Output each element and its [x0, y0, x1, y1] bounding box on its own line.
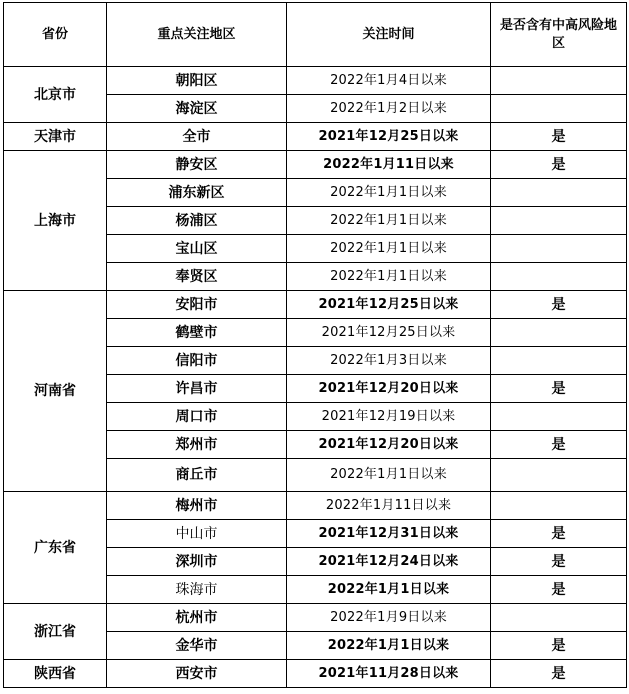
- header-time: 关注时间: [287, 3, 491, 67]
- area-cell: 西安市: [107, 660, 287, 688]
- area-cell: 郑州市: [107, 431, 287, 459]
- table-row: [4, 291, 627, 319]
- time-cell: 2022年1月1日以来: [287, 207, 491, 235]
- province-cell: 陕西省: [4, 660, 107, 688]
- province-cell: 天津市: [4, 123, 107, 151]
- area-cell: 信阳市: [107, 347, 287, 375]
- risk-cell: 是: [491, 431, 627, 459]
- risk-cell: 是: [491, 375, 627, 403]
- risk-cell: 是: [491, 151, 627, 179]
- area-cell: 许昌市: [107, 375, 287, 403]
- risk-cell: 是: [491, 576, 627, 604]
- area-cell: 深圳市: [107, 548, 287, 576]
- risk-cell: [491, 347, 627, 375]
- time-cell: 2022年1月9日以来: [287, 604, 491, 632]
- risk-cell: 是: [491, 291, 627, 319]
- time-cell: 2022年1月3日以来: [287, 347, 491, 375]
- time-cell: 2022年1月1日以来: [287, 459, 491, 492]
- province-cell: 浙江省: [4, 604, 107, 660]
- area-cell: 杭州市: [107, 604, 287, 632]
- area-cell: 金华市: [107, 632, 287, 660]
- area-cell: 朝阳区: [107, 67, 287, 95]
- time-cell: 2022年1月1日以来: [287, 576, 491, 604]
- header-row: [4, 3, 627, 67]
- area-cell: 浦东新区: [107, 179, 287, 207]
- header-risk: 是否含有中高风险地区: [491, 3, 627, 67]
- time-cell: 2021年12月31日以来: [287, 520, 491, 548]
- table-row: [4, 492, 627, 520]
- time-cell: 2021年11月28日以来: [287, 660, 491, 688]
- time-cell: 2022年1月2日以来: [287, 95, 491, 123]
- table-row: [4, 660, 627, 688]
- table-row: [4, 151, 627, 179]
- area-cell: 鹤壁市: [107, 319, 287, 347]
- time-cell: 2021年12月19日以来: [287, 403, 491, 431]
- time-cell: 2021年12月24日以来: [287, 548, 491, 576]
- area-cell: 商丘市: [107, 459, 287, 492]
- table-row: [4, 123, 627, 151]
- risk-cell: [491, 604, 627, 632]
- risk-cell: [491, 263, 627, 291]
- risk-cell: [491, 459, 627, 492]
- table-row: [4, 604, 627, 632]
- area-cell: 安阳市: [107, 291, 287, 319]
- area-cell: 海淀区: [107, 95, 287, 123]
- area-cell: 奉贤区: [107, 263, 287, 291]
- area-cell: 宝山区: [107, 235, 287, 263]
- risk-cell: 是: [491, 520, 627, 548]
- province-cell: 河南省: [4, 291, 107, 492]
- area-cell: 杨浦区: [107, 207, 287, 235]
- risk-cell: [491, 67, 627, 95]
- province-cell: 北京市: [4, 67, 107, 123]
- area-cell: 全市: [107, 123, 287, 151]
- risk-cell: 是: [491, 548, 627, 576]
- risk-cell: [491, 492, 627, 520]
- time-cell: 2022年1月1日以来: [287, 235, 491, 263]
- area-cell: 中山市: [107, 520, 287, 548]
- risk-cell: 是: [491, 632, 627, 660]
- risk-cell: [491, 207, 627, 235]
- time-cell: 2022年1月4日以来: [287, 67, 491, 95]
- time-cell: 2021年12月20日以来: [287, 375, 491, 403]
- time-cell: 2022年1月11日以来: [287, 492, 491, 520]
- province-cell: 上海市: [4, 151, 107, 291]
- risk-area-table: [3, 2, 627, 688]
- time-cell: 2022年1月1日以来: [287, 179, 491, 207]
- time-cell: 2021年12月25日以来: [287, 319, 491, 347]
- table-row: [4, 67, 627, 95]
- risk-cell: [491, 403, 627, 431]
- time-cell: 2022年1月1日以来: [287, 632, 491, 660]
- risk-cell: [491, 95, 627, 123]
- time-cell: 2022年1月11日以来: [287, 151, 491, 179]
- province-cell: 广东省: [4, 492, 107, 604]
- header-area: 重点关注地区: [107, 3, 287, 67]
- risk-cell: 是: [491, 660, 627, 688]
- area-cell: 周口市: [107, 403, 287, 431]
- area-cell: 静安区: [107, 151, 287, 179]
- time-cell: 2021年12月25日以来: [287, 123, 491, 151]
- time-cell: 2021年12月20日以来: [287, 431, 491, 459]
- header-province: 省份: [4, 3, 107, 67]
- time-cell: 2021年12月25日以来: [287, 291, 491, 319]
- risk-cell: 是: [491, 123, 627, 151]
- time-cell: 2022年1月1日以来: [287, 263, 491, 291]
- risk-cell: [491, 179, 627, 207]
- area-cell: 珠海市: [107, 576, 287, 604]
- risk-cell: [491, 319, 627, 347]
- area-cell: 梅州市: [107, 492, 287, 520]
- risk-cell: [491, 235, 627, 263]
